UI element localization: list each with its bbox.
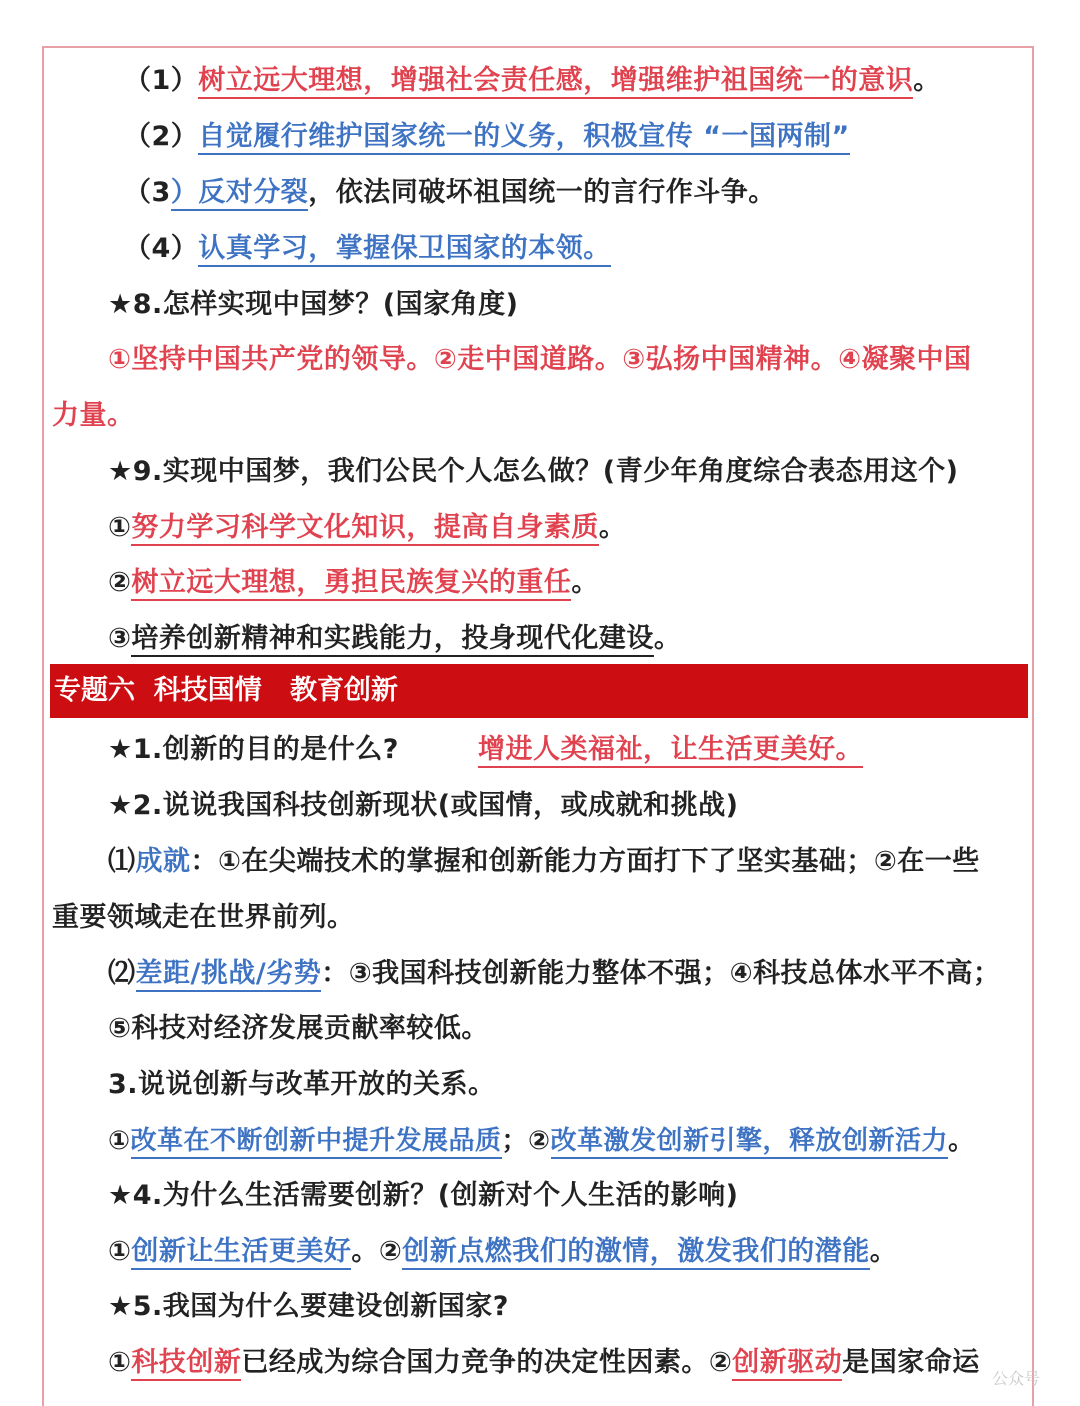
separator: 。② bbox=[351, 1236, 403, 1267]
item-rest: ，依法同破坏祖国统一的言行作斗争。 bbox=[308, 177, 776, 208]
keyword: 创新驱动 bbox=[732, 1347, 842, 1381]
watermark: 公众号 bbox=[991, 1369, 1040, 1388]
item-number: ① bbox=[108, 512, 132, 543]
item-number: ② bbox=[108, 567, 132, 598]
question-title: 3.说说创新与改革开放的关系。 bbox=[108, 1069, 496, 1100]
answer-text: 是国家命运 bbox=[842, 1347, 980, 1378]
item-text: 树立远大理想，增强社会责任感，增强维护祖国统一的意识 bbox=[198, 65, 913, 99]
item-end: 。 bbox=[571, 567, 599, 598]
item-text: 努力学习科学文化知识，提高自身素质 bbox=[131, 512, 599, 546]
item-number: ① bbox=[108, 1236, 132, 1267]
answer-text bbox=[478, 733, 863, 767]
item-end: 。 bbox=[869, 1236, 898, 1267]
answer-text: 创新点燃我们的激情，激发我们的潜能 bbox=[402, 1236, 870, 1270]
list-item bbox=[124, 232, 611, 266]
separator: ；② bbox=[501, 1126, 551, 1156]
item-text: 培养创新精神和实践能力，投身现代化建设 bbox=[131, 623, 654, 657]
answer-text: 改革激发创新引擎，释放创新活力 bbox=[551, 1126, 949, 1159]
item-end: 。 bbox=[653, 623, 682, 654]
paragraph-line: 重要领域走在世界前列。 bbox=[52, 902, 355, 933]
item-number: ③ bbox=[108, 623, 132, 654]
paragraph-text: ：①在尖端技术的掌握和创新能力方面打下了坚实基础；②在一些 bbox=[190, 846, 980, 877]
item-number: ⑵ bbox=[108, 958, 136, 989]
question-title: ★9.实现中国梦，我们公民个人怎么做？(青少年角度综合表态用这个) bbox=[108, 456, 959, 487]
answer-text: ①坚持中国共产党的领导。②走中国道路。③弘扬中国精神。④凝聚中国 bbox=[108, 344, 972, 375]
list-item bbox=[124, 176, 776, 210]
question-title: ★8.怎样实现中国梦？(国家角度) bbox=[108, 289, 519, 320]
keyword: 科技创新 bbox=[131, 1347, 241, 1381]
keyword: 差距/挑战/劣势 bbox=[136, 958, 322, 992]
answer-text: 已经成为综合国力竞争的决定性因素。② bbox=[241, 1347, 733, 1378]
list-item bbox=[124, 64, 941, 98]
list-item bbox=[108, 622, 681, 656]
question-title: ★5.我国为什么要建设创新国家? bbox=[108, 1291, 509, 1322]
item-end: 。 bbox=[598, 512, 627, 543]
item-end: 。 bbox=[913, 65, 941, 96]
list-item bbox=[124, 120, 850, 154]
answer-text: 改革在不断创新中提升发展品质 bbox=[131, 1126, 502, 1159]
item-text: 自觉履行维护国家统一的义务，积极宣传 “一国两制” bbox=[198, 121, 849, 155]
list-item bbox=[108, 566, 599, 600]
item-text: 认真学习，掌握保卫国家的本领。 bbox=[198, 233, 611, 267]
item-number: （4） bbox=[124, 233, 199, 264]
paragraph-line bbox=[108, 957, 1000, 991]
item-text: 反对分裂 bbox=[198, 177, 308, 211]
item-number-close: ） bbox=[171, 177, 199, 211]
answer-underlined: 增进人类福祉，让生活更美好。 bbox=[478, 734, 863, 768]
item-end: 。 bbox=[948, 1126, 975, 1156]
item-number: ① bbox=[108, 1126, 131, 1156]
item-number: ① bbox=[108, 1347, 132, 1378]
paragraph-text: ：③我国科技创新能力整体不强；④科技总体水平不高； bbox=[321, 958, 1001, 989]
answer-text: 创新让生活更美好 bbox=[131, 1236, 351, 1270]
item-number: ⑴ bbox=[108, 846, 136, 877]
item-text: 树立远大理想，勇担民族复兴的重任 bbox=[131, 567, 571, 601]
item-number: （1） bbox=[124, 65, 199, 96]
answer-line bbox=[108, 1124, 975, 1158]
paragraph-line: ⑤科技对经济发展贡献率较低。 bbox=[108, 1013, 489, 1044]
item-number: （2） bbox=[124, 121, 199, 152]
question-title: ★4.为什么生活需要创新？(创新对个人生活的影响) bbox=[108, 1180, 739, 1211]
answer-line bbox=[108, 1346, 980, 1380]
item-number: （3 bbox=[124, 177, 171, 208]
question-title: ★2.说说我国科技创新现状(或国情，或成就和挑战) bbox=[108, 790, 739, 821]
answer-line bbox=[108, 1235, 897, 1269]
keyword: 成就 bbox=[135, 846, 191, 877]
section-header: 专题六 科技国情 教育创新 bbox=[50, 664, 1028, 718]
paragraph-line bbox=[108, 845, 980, 879]
list-item bbox=[108, 511, 626, 545]
question-title: ★1.创新的目的是什么? bbox=[108, 734, 399, 765]
answer-text: 力量。 bbox=[52, 400, 135, 431]
